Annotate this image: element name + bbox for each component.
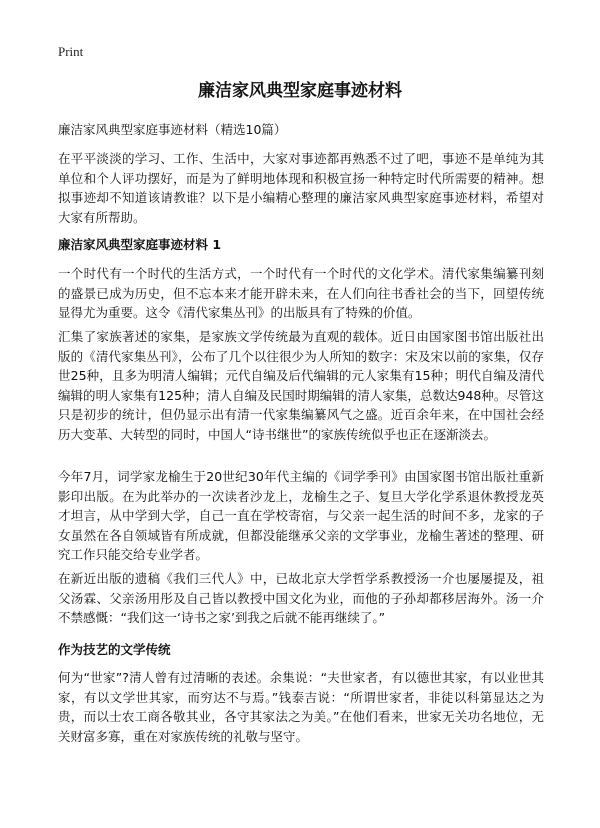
intro-paragraph: 在平平淡淡的学习、工作、生活中，大家对事迹都再熟悉不过了吧，事迹不是单纯为其单位和个人评功摆好，而是为了鲜明地体现和积极宣扬一种特定时代所需要的精神。想拟事迹却不知道该请教谁？以下是小编精心整理的廉洁家风典型家庭事迹材料，希望对大家有所帮助。 xyxy=(58,151,544,225)
section1-paragraph-4: 在新近出版的遗稿《我们三代人》中，已故北京大学哲学系教授汤一介也屡屡提及，祖父汤霖、父亲汤用彤及自己皆以教授中国文化为业，而他的子孙却都移居海外。汤一介不禁感慨：“我们这一‘诗书之家’到我之后就不能再继续了。” xyxy=(58,571,544,625)
section1-paragraph-1: 一个时代有一个时代的生活方式，一个时代有一个时代的文化学术。清代家集编纂刊刻的盛景已成为历史，但不忘本来才能开辟未来，在人们向往书香社会的当下，回望传统显得尤为重要。这令《清代家集丛刊》的出版具有了特殊的价值。 xyxy=(58,266,544,320)
print-link[interactable]: Print xyxy=(58,44,84,59)
section-heading-2: 作为技艺的文学传统 xyxy=(58,642,171,657)
section1-paragraph-2: 汇集了家族著述的家集，是家族文学传统最为直观的载体。近日由国家图书馆出版社出版的《清代家集丛刊》，公布了几个以往很少为人所知的数字：宋及宋以前的家集，仅存世25种，且多为明清人编辑；元代自编及后代编辑的元人家集有15种；明代自编及清代编辑的明人家集有125种；清人自编及民国时期编辑的清人家集，总数达948种。尽管这只是初步的统计，但仍显示出有清一代家集编纂风气之盛。近百余年来，在中国社会经历大变革、大转型的同时，中国人“诗书继世”的家族传统似乎也正在逐渐淡去。 xyxy=(58,329,544,442)
section1-paragraph-3: 今年7月，词学家龙榆生于20世纪30年代主编的《词学季刊》由国家图书馆出版社重新影印出版。在为此举办的一次读者沙龙上，龙榆生之子、复旦大学化学系退休教授龙英才坦言，从中学到大学，自己一直在学校寄宿，与父亲一起生活的时间不多，龙家的子女虽然在各自领域皆有所成就，但都没能继承父亲的文学事业，龙榆生著述的整理、研究工作只能交给专业学者。 xyxy=(58,469,544,562)
section2-paragraph-1: 何为“世家”?清人曾有过清晰的表述。余集说：“夫世家者，有以德世其家，有以业世其家，有以文学世其家，而穷达不与焉。”钱泰吉说：“所谓世家者，非徒以科第显达之为贵，而以士农工商各敬其业，各守其家法之为美。”在他们看来，世家无关功名地位，无关财富多寡，重在对家族传统的礼敬与坚守。 xyxy=(58,670,544,744)
section-heading-1: 廉洁家风典型家庭事迹材料 1 xyxy=(58,237,222,252)
page-title: 廉洁家风典型家庭事迹材料 xyxy=(198,81,402,101)
document-subtitle: 廉洁家风典型家庭事迹材料（精选10篇） xyxy=(58,122,287,137)
